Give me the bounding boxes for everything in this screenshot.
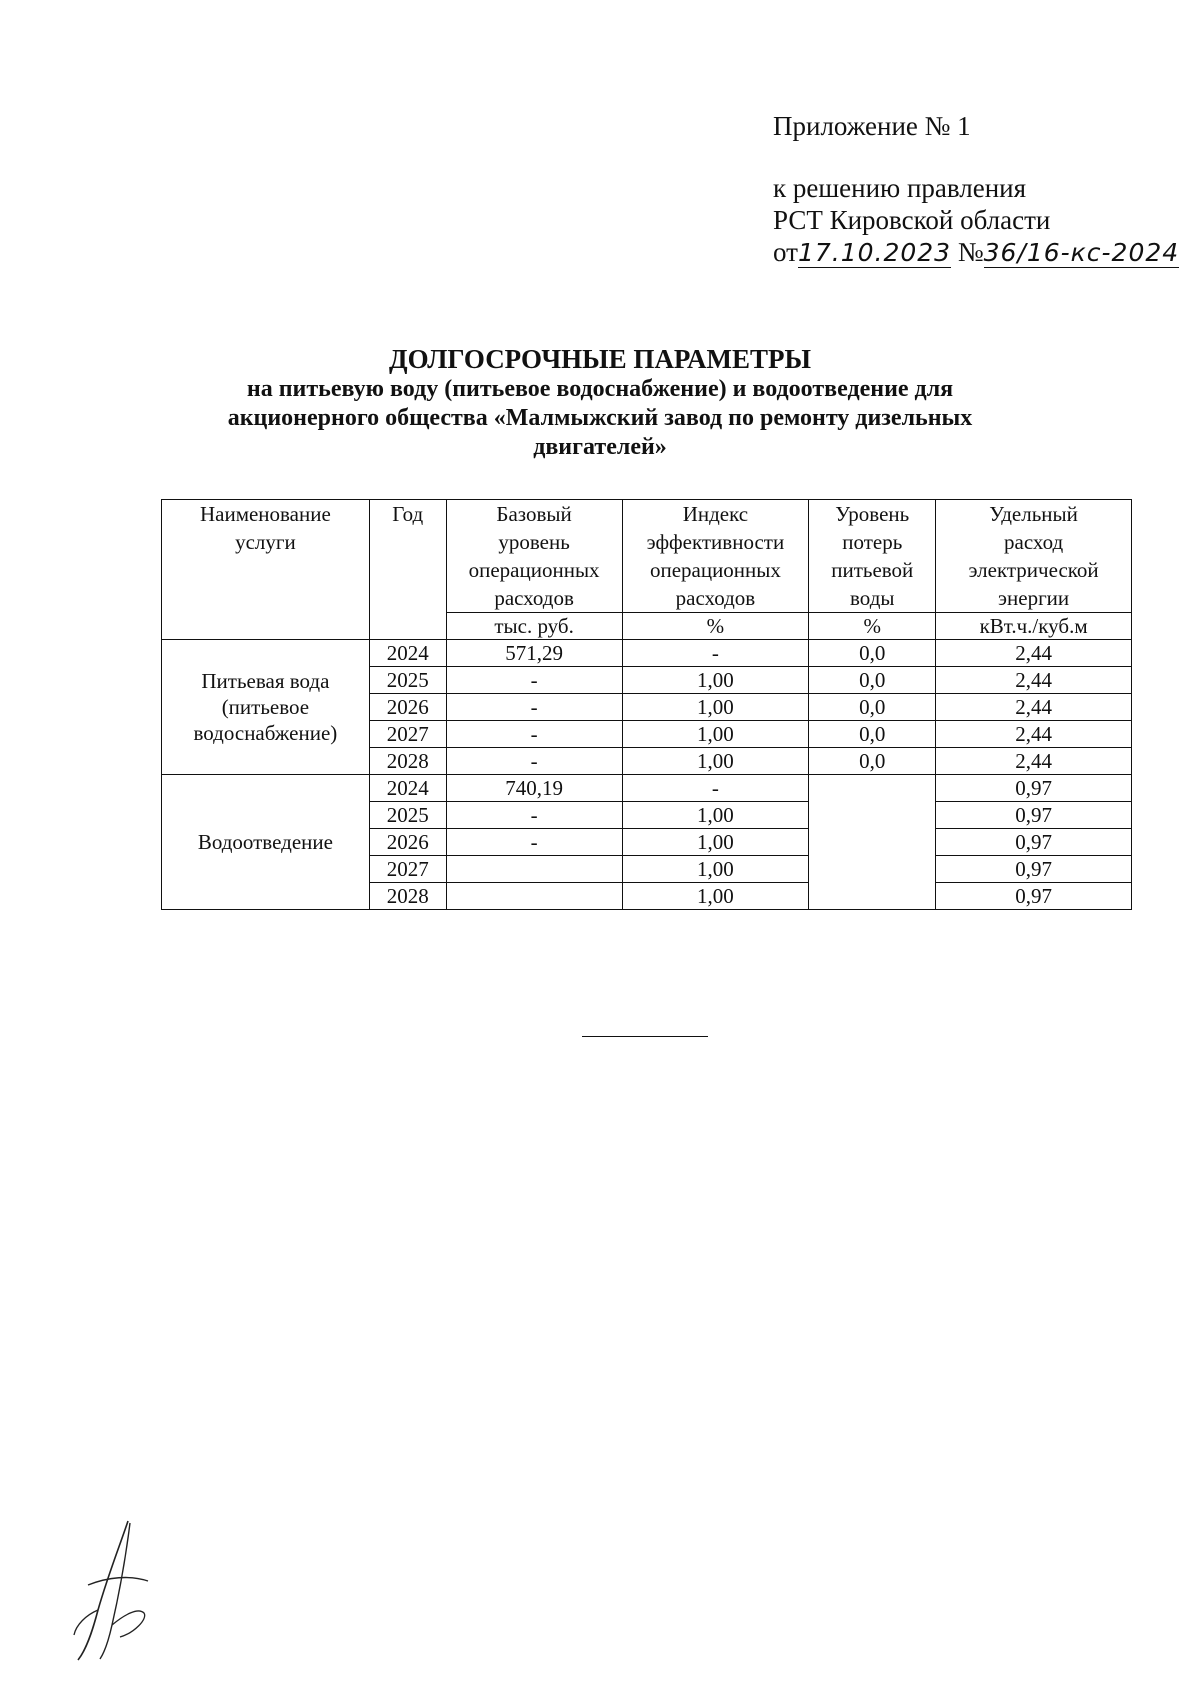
title-sub-1: на питьевую воду (питьевое водоснабжение) и водоотведение для (246, 376, 954, 402)
efficiency-index-cell: 1,00 (622, 721, 809, 748)
number-prefix: № (957, 237, 984, 267)
base-cost-cell: - (446, 829, 622, 856)
service-name-line: Питьевая вода (201, 669, 330, 693)
energy-cell: 0,97 (936, 802, 1132, 829)
year-cell: 2028 (369, 883, 446, 910)
efficiency-index-cell: 1,00 (622, 856, 809, 883)
efficiency-index-cell: 1,00 (622, 694, 809, 721)
header-line: Наименование (199, 502, 331, 526)
title-main: ДОЛГОСРОЧНЫЕ ПАРАМЕТРЫ (389, 344, 811, 374)
water-loss-cell: 0,0 (809, 694, 936, 721)
year-cell: 2027 (369, 856, 446, 883)
efficiency-index-cell: 1,00 (622, 829, 809, 856)
energy-cell: 0,97 (936, 883, 1132, 910)
service-name-line: Водоотведение (197, 830, 333, 854)
header-line: расходов (494, 586, 574, 610)
base-cost-cell (446, 856, 622, 883)
header-line: расход (1004, 530, 1064, 554)
year-cell: 2027 (369, 721, 446, 748)
header-line: питьевой (831, 558, 914, 582)
service-name-cell (162, 640, 370, 775)
efficiency-index-cell: 1,00 (622, 802, 809, 829)
signature-icon (68, 1515, 158, 1665)
header-loss (809, 500, 936, 613)
appendix-date-line (773, 236, 1179, 268)
header-line: операционных (468, 558, 600, 582)
base-cost-cell: - (446, 748, 622, 775)
table-row (162, 640, 1132, 667)
base-cost-cell: - (446, 721, 622, 748)
header-line: воды (850, 586, 895, 610)
base-cost-cell (446, 883, 622, 910)
energy-cell: 2,44 (936, 748, 1132, 775)
year-cell: 2025 (369, 667, 446, 694)
base-cost-cell: 740,19 (446, 775, 622, 802)
date-prefix: от (773, 237, 798, 267)
energy-cell: 0,97 (936, 775, 1132, 802)
header-line: Базовый (496, 502, 572, 526)
efficiency-index-cell: 1,00 (622, 883, 809, 910)
year-cell: 2026 (369, 829, 446, 856)
header-line: Удельный (989, 502, 1078, 526)
unit-loss: % (809, 613, 936, 640)
header-line: услуги (235, 530, 296, 554)
energy-cell: 0,97 (936, 829, 1132, 856)
appendix-line-1: к решению правления (773, 173, 1027, 203)
handwritten-number: 36/16-кс-2024 (983, 238, 1180, 267)
header-line: Индекс (682, 502, 749, 526)
closing-divider (582, 1036, 708, 1037)
header-line: эффективности (646, 530, 785, 554)
header-line: электрической (968, 558, 1099, 582)
header-energy (936, 500, 1132, 613)
table-row (162, 775, 1132, 802)
header-year (369, 500, 446, 640)
header-line: операционных (649, 558, 781, 582)
unit-base: тыс. руб. (446, 613, 622, 640)
header-line: потерь (842, 530, 903, 554)
water-loss-cell: 0,0 (809, 640, 936, 667)
parameters-table (161, 499, 1132, 910)
base-cost-cell: 571,29 (446, 640, 622, 667)
handwritten-date: 17.10.2023 (797, 238, 952, 267)
energy-cell: 2,44 (936, 694, 1132, 721)
unit-index: % (622, 613, 809, 640)
year-cell: 2028 (369, 748, 446, 775)
efficiency-index-cell: 1,00 (622, 667, 809, 694)
water-loss-cell: 0,0 (809, 667, 936, 694)
header-line: Год (392, 502, 424, 526)
water-loss-cell-empty (809, 775, 936, 910)
year-cell: 2024 (369, 775, 446, 802)
header-line: уровень (498, 530, 570, 554)
base-cost-cell: - (446, 667, 622, 694)
water-loss-cell: 0,0 (809, 748, 936, 775)
header-line: расходов (675, 586, 756, 610)
year-cell: 2024 (369, 640, 446, 667)
water-loss-cell: 0,0 (809, 721, 936, 748)
header-line: энергии (998, 586, 1070, 610)
year-cell: 2025 (369, 802, 446, 829)
service-name-line: (питьевое (221, 695, 310, 719)
title-sub-3: двигателей» (533, 434, 667, 460)
appendix-title: Приложение № 1 (773, 111, 971, 141)
energy-cell: 0,97 (936, 856, 1132, 883)
appendix-line-2: РСТ Кировской области (773, 205, 1051, 235)
year-cell: 2026 (369, 694, 446, 721)
header-line: Уровень (835, 502, 910, 526)
header-row (162, 500, 1132, 613)
title-sub-2: акционерного общества «Малмыжский завод по ремонту дизельных (227, 405, 973, 431)
service-name-cell (162, 775, 370, 910)
energy-cell: 2,44 (936, 721, 1132, 748)
base-cost-cell: - (446, 802, 622, 829)
header-service (162, 500, 370, 640)
header-index (622, 500, 809, 613)
efficiency-index-cell: - (622, 640, 809, 667)
efficiency-index-cell: - (622, 775, 809, 802)
service-name-line: водоснабжение) (193, 721, 338, 745)
energy-cell: 2,44 (936, 640, 1132, 667)
appendix-block (773, 110, 1179, 268)
header-base (446, 500, 622, 613)
unit-energy: кВт.ч./куб.м (936, 613, 1132, 640)
document-title (150, 343, 1050, 462)
base-cost-cell: - (446, 694, 622, 721)
energy-cell: 2,44 (936, 667, 1132, 694)
efficiency-index-cell: 1,00 (622, 748, 809, 775)
